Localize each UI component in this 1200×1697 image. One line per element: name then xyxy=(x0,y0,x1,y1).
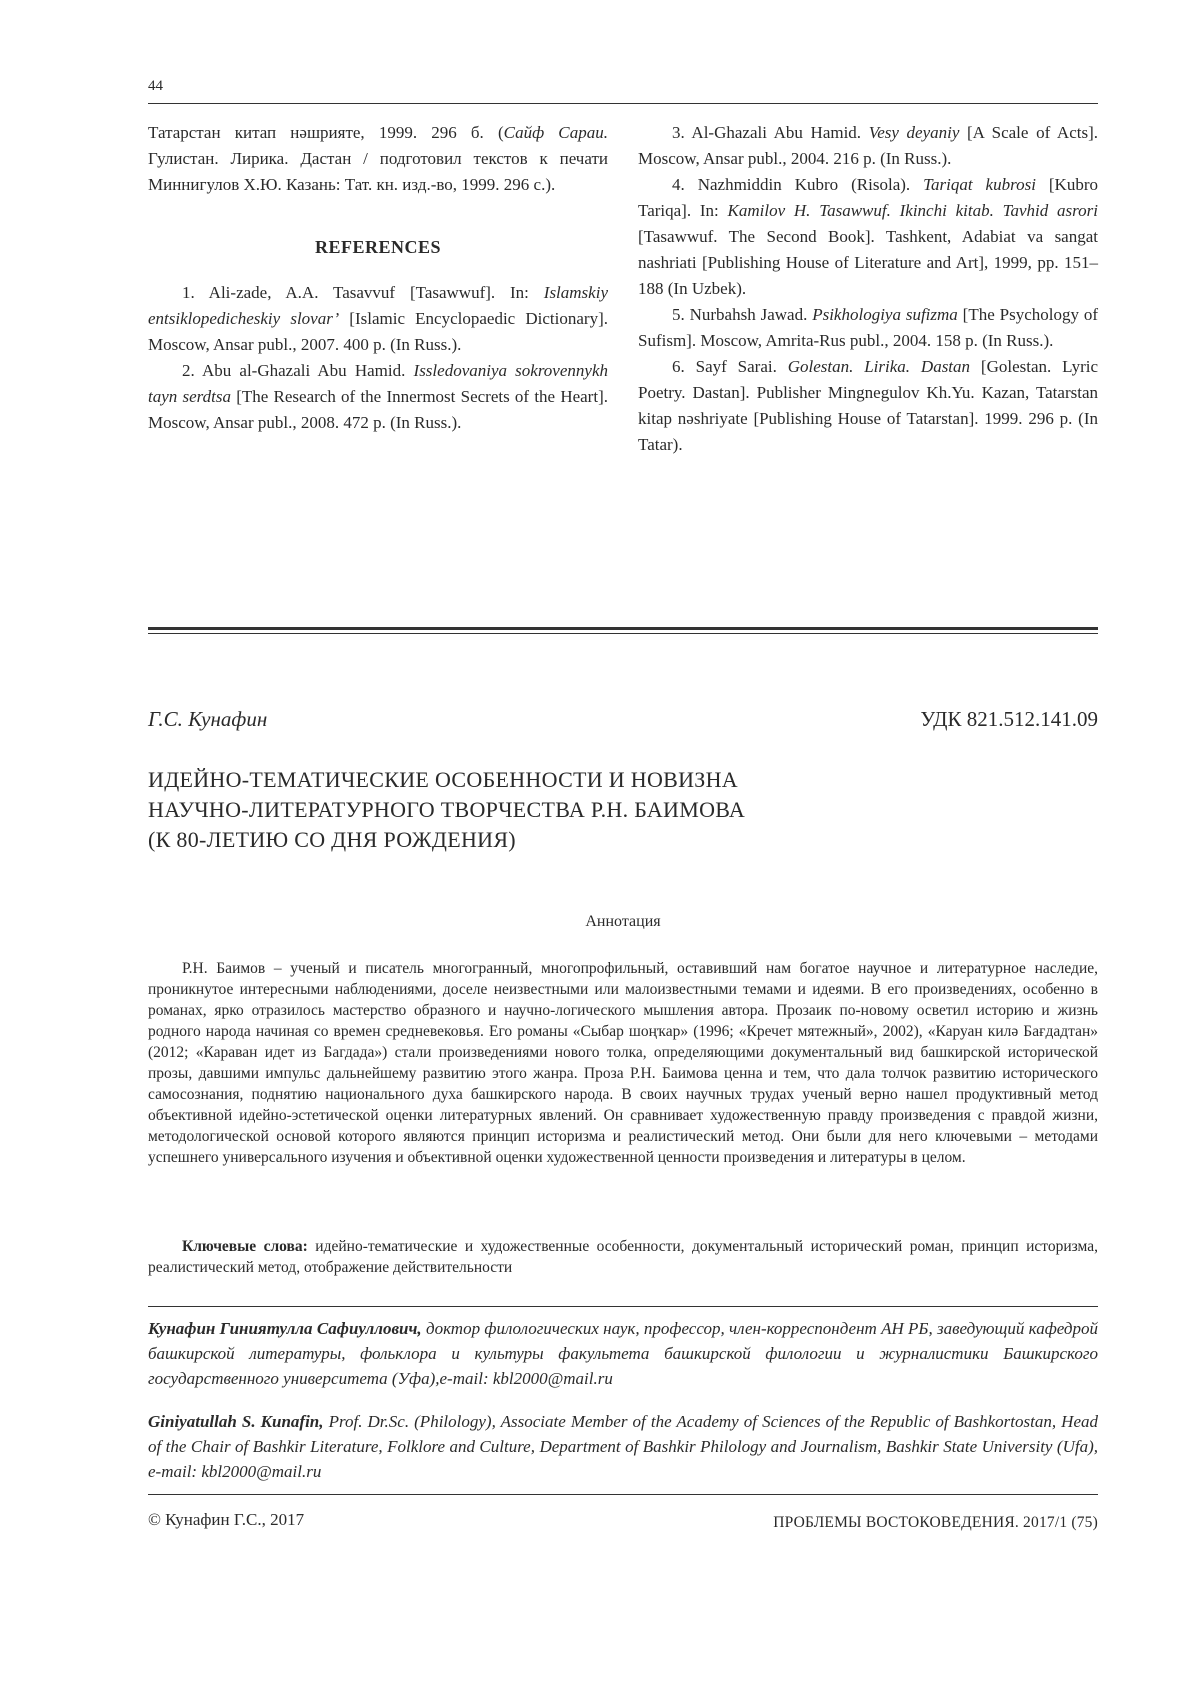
author-bio-en: Giniyatullah S. Kunafin, Prof. Dr.Sc. (Philology), Associate Member of the Academy of Sciences of the Republic of Bashkortostan, Head of the Chair of Bashkir Literature, Folklore and Culture, Department of Bashkir Philology and Journalism, Bashkir State University (Ufa), e-mail: kbl2000@mail.ru xyxy=(148,1412,1099,1481)
keywords-label: Ключевые слова: xyxy=(182,1238,308,1255)
references-heading: REFERENCES xyxy=(314,237,442,257)
section-separator-thin xyxy=(148,633,1098,634)
reference-1: 1. Ali-zade, A.A. Tasavvuf [Tasawwuf]. In: Islamskiy entsiklopedicheskiy slovar’ [Islamic Encyclopaedic Dictionary]. Moscow, Ansar publ., 2007. 400 p. (In Russ.). xyxy=(148,283,608,354)
title-line: (К 80-ЛЕТИЮ СО ДНЯ РОЖДЕНИЯ) xyxy=(148,827,516,852)
right-column xyxy=(638,120,1098,458)
reference-5: 5. Nurbahsh Jawad. Psikhologiya sufizma [The Psychology of Sufism]. Moscow, Amrita-Rus publ., 2004. 158 p. (In Russ.). xyxy=(638,305,1098,350)
section-separator xyxy=(148,627,1098,630)
copyright: © Кунафин Г.С., 2017 xyxy=(148,1510,305,1529)
annotation-text: Р.Н. Баимов – ученый и писатель многогранный, многопрофильный, оставивший нам богатое научное и литературное наследие, проникнутое интересными наблюдениями, доселе неизвестными или малоизвестными темами и идеями. В его произведениях, особенно в романах, ярко отразилось мастерство образного и научно-логического мышления автора. Прозаик по-новому осветил историю и жизнь родного народа начиная со времен средневековья. Его романы «Сыбар шоңҡар» (1996; «Кречет мятежный», 2002), «Каруан килә Бағдадтан» (2012; «Караван идет из Багдада») стали произведениями нового толка, определяющими документальный вид башкирской исторической прозы, давшими импульс дальнейшему развитию этого жанра. Проза Р.Н. Баимова ценна и тем, что дала толчок развитию исторического самосознания, поднятию национального духа башкирского народа. В своих научных трудах ученый верно нашел продуктивный метод объективной идейно-эстетической оценки литературных явлений. Он сравнивает художественную правду произведения с правдой жизни, методологической основой которого являются принцип историзма и реалистический метод. Они были для него ключевыми – методами успешнего универсального изучения и объективной оценки художественной ценности произведения и литературы в целом. xyxy=(148,960,1098,1166)
reference-6: 6. Sayf Sarai. Golestan. Lirika. Dastan [Golestan. Lyric Poetry. Dastan]. Publisher Mingnegulov Kh.Yu. Kazan, Tatarstan kitap nəshriyate [Publishing House of Tatarstan]. 1999. 296 p. (In Tatar). xyxy=(638,357,1098,454)
keywords-text: идейно-тематические и художественные особенности, документальный исторический роман, принцип историзма, реалистический метод, отображение действительности xyxy=(148,1238,1098,1276)
title-line: ИДЕЙНО-ТЕМАТИЧЕСКИЕ ОСОБЕННОСТИ И НОВИЗНА xyxy=(148,767,738,792)
page-number: 44 xyxy=(148,78,163,94)
left-column xyxy=(148,120,608,436)
reference-2: 2. Abu al-Ghazali Abu Hamid. Issledovaniya sokrovennykh tayn serdtsa [The Research of the Innermost Secrets of the Heart]. Moscow, Ansar publ., 2008. 472 p. (In Russ.). xyxy=(148,361,608,432)
article-author: Г.С. Кунафин xyxy=(148,707,268,731)
continuation-text: Татарстан китап нәшрияте, 1999. 296 б. (Сайф Сараи. Гулистан. Лирика. Дастан / подготовил текстов к печати Миннигулов Х.Ю. Казань: Тат. кн. изд.-во, 1999. 296 с.). xyxy=(148,123,608,194)
reference-3: 3. Al-Ghazali Abu Hamid. Vesy deyaniy [A Scale of Acts]. Moscow, Ansar publ., 2004. 216 p. (In Russ.). xyxy=(638,123,1098,168)
keywords xyxy=(148,1236,1098,1278)
reference-4: 4. Nazhmiddin Kubro (Risola). Tariqat kubrosi [Kubro Tariqa]. In: Kamilov H. Tasawwuf. Ikinchi kitab. Tavhid asrori [Tasawwuf. The Second Book]. Tashkent, Adabiat va sangat nashriati [Publishing House of Literature and Art], 1999, pp. 151–188 (In Uzbek). xyxy=(638,175,1098,298)
author-bio-ru: Кунафин Гиниятулла Сафиуллович, доктор филологических наук, профессор, член-корреспондент АН РБ, заведующий кафедрой башкирской литературы, фольклора и культуры факультета башкирской филологии и журналистики Башкирского государственного университета (Уфа),e-mail: kbl2000@mail.ru xyxy=(148,1319,1098,1388)
footer-rule xyxy=(148,1494,1098,1495)
annotation xyxy=(148,958,1098,1168)
bio-rule xyxy=(148,1306,1098,1307)
journal-name: ПРОБЛЕМЫ ВОСТОКОВЕДЕНИЯ. 2017/1 (75) xyxy=(773,1514,1098,1531)
article-title xyxy=(148,765,1048,855)
title-line: НАУЧНО-ЛИТЕРАТУРНОГО ТВОРЧЕСТВА Р.Н. БАИМОВА xyxy=(148,797,746,822)
udk-code: УДК 821.512.141.09 xyxy=(920,707,1098,731)
annotation-heading: Аннотация xyxy=(585,913,661,930)
header-rule xyxy=(148,103,1098,104)
